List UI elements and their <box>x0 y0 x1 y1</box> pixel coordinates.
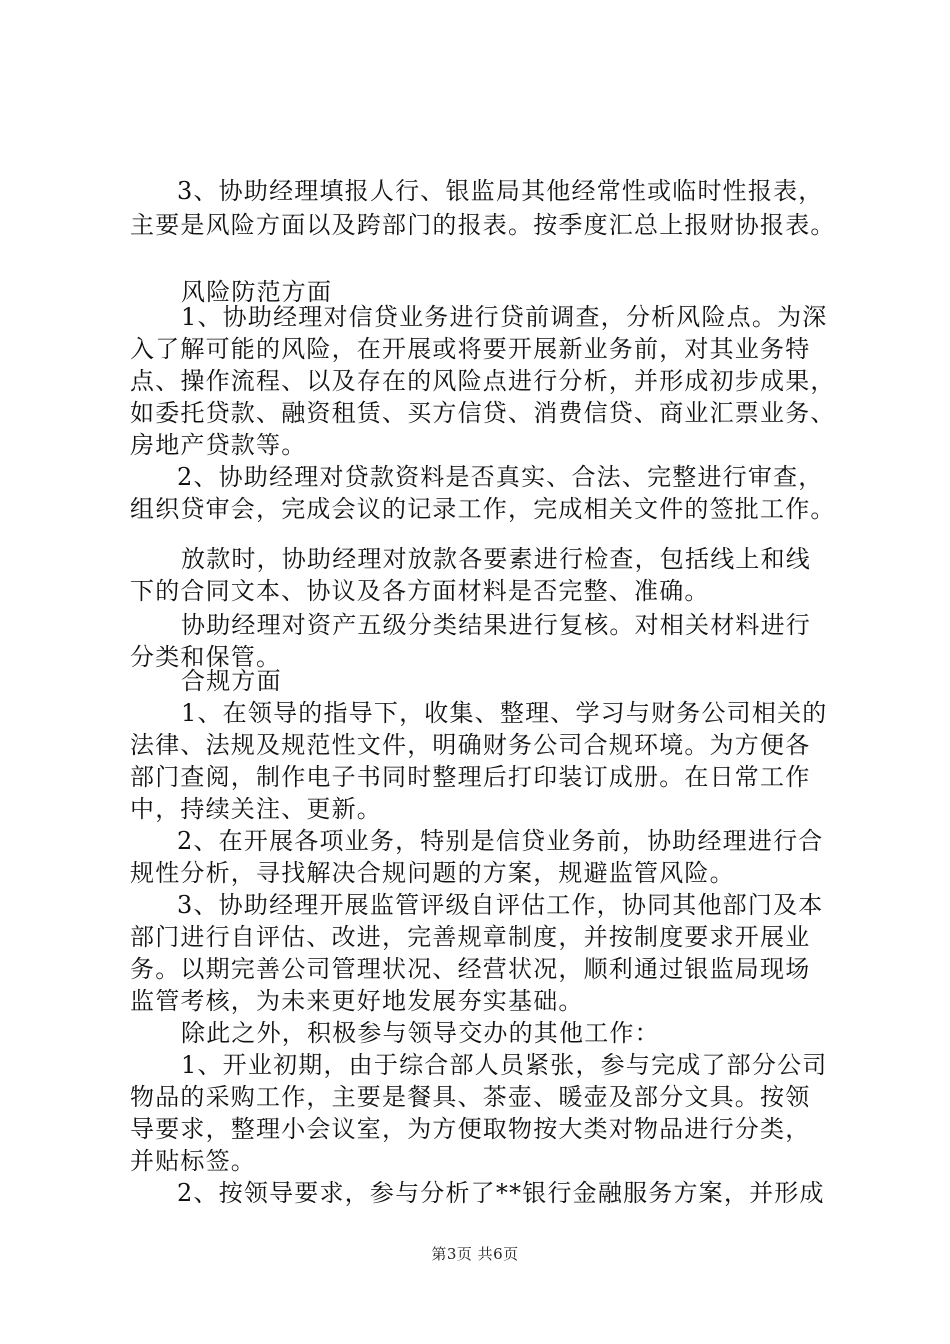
section-heading: 风险防范方面 <box>181 278 333 306</box>
paragraph-line: 物品的采购工作，主要是餐具、茶壶、暖壶及部分文具。按领 <box>130 1083 811 1111</box>
paragraph-line: 3、协助经理开展监管评级自评估工作，协同其他部门及本 <box>177 891 824 919</box>
section-heading: 合规方面 <box>181 667 282 695</box>
page-number: 第3页 共6页 <box>431 1245 519 1263</box>
paragraph-line: 规性分析，寻找解决合规问题的方案，规避监管风险。 <box>130 859 735 887</box>
paragraph-line: 下的合同文本、协议及各方面材料是否完整、准确。 <box>130 577 710 605</box>
paragraph-line: 1、协助经理对信贷业务进行贷前调查，分析风险点。为深 <box>181 303 828 331</box>
paragraph-line: 中，持续关注、更新。 <box>130 795 382 823</box>
paragraph-line: 放款时，协助经理对放款各要素进行检查，包括线上和线 <box>181 545 811 573</box>
paragraph-line: 2、在开展各项业务，特别是信贷业务前，协助经理进行合 <box>177 827 824 855</box>
paragraph-line: 点、操作流程、以及存在的风险点进行分析，并形成初步成果， <box>130 367 836 395</box>
paragraph-line: 务。以期完善公司管理状况、经营状况，顺利通过银监局现场 <box>130 955 811 983</box>
paragraph-line: 1、在领导的指导下，收集、整理、学习与财务公司相关的 <box>181 699 828 727</box>
paragraph-line: 如委托贷款、融资租赁、买方信贷、消费信贷、商业汇票业务、 <box>130 399 836 427</box>
paragraph-line: 除此之外，积极参与领导交办的其他工作： <box>181 1019 660 1047</box>
paragraph-line: 分类和保管。 <box>130 643 282 671</box>
paragraph-line: 1、开业初期，由于综合部人员紧张，参与完成了部分公司 <box>181 1051 828 1079</box>
paragraph-line: 3、协助经理填报人行、银监局其他经常性或临时性报表， <box>177 177 824 205</box>
paragraph-line: 主要是风险方面以及跨部门的报表。按季度汇总上报财协报表。 <box>130 211 836 239</box>
paragraph-line: 组织贷审会，完成会议的记录工作，完成相关文件的签批工作。 <box>130 495 836 523</box>
paragraph-line: 法律、法规及规范性文件，明确财务公司合规环境。为方便各 <box>130 731 811 759</box>
paragraph-line: 2、协助经理对贷款资料是否真实、合法、完整进行审查， <box>177 463 824 491</box>
paragraph-line: 监管考核，为未来更好地发展夯实基础。 <box>130 987 584 1015</box>
paragraph-line: 2、按领导要求，参与分析了**银行金融服务方案，并形成 <box>177 1179 825 1207</box>
paragraph-line: 部门进行自评估、改进，完善规章制度，并按制度要求开展业 <box>130 923 811 951</box>
paragraph-line: 协助经理对资产五级分类结果进行复核。对相关材料进行 <box>181 611 811 639</box>
paragraph-line: 导要求，整理小会议室，为方便取物按大类对物品进行分类， <box>130 1115 811 1143</box>
paragraph-line: 房地产贷款等。 <box>130 431 307 459</box>
paragraph-line: 入了解可能的风险，在开展或将要开展新业务前，对其业务特 <box>130 335 811 363</box>
paragraph-line: 部门查阅，制作电子书同时整理后打印装订成册。在日常工作 <box>130 763 811 791</box>
paragraph-line: 并贴标签。 <box>130 1147 256 1175</box>
